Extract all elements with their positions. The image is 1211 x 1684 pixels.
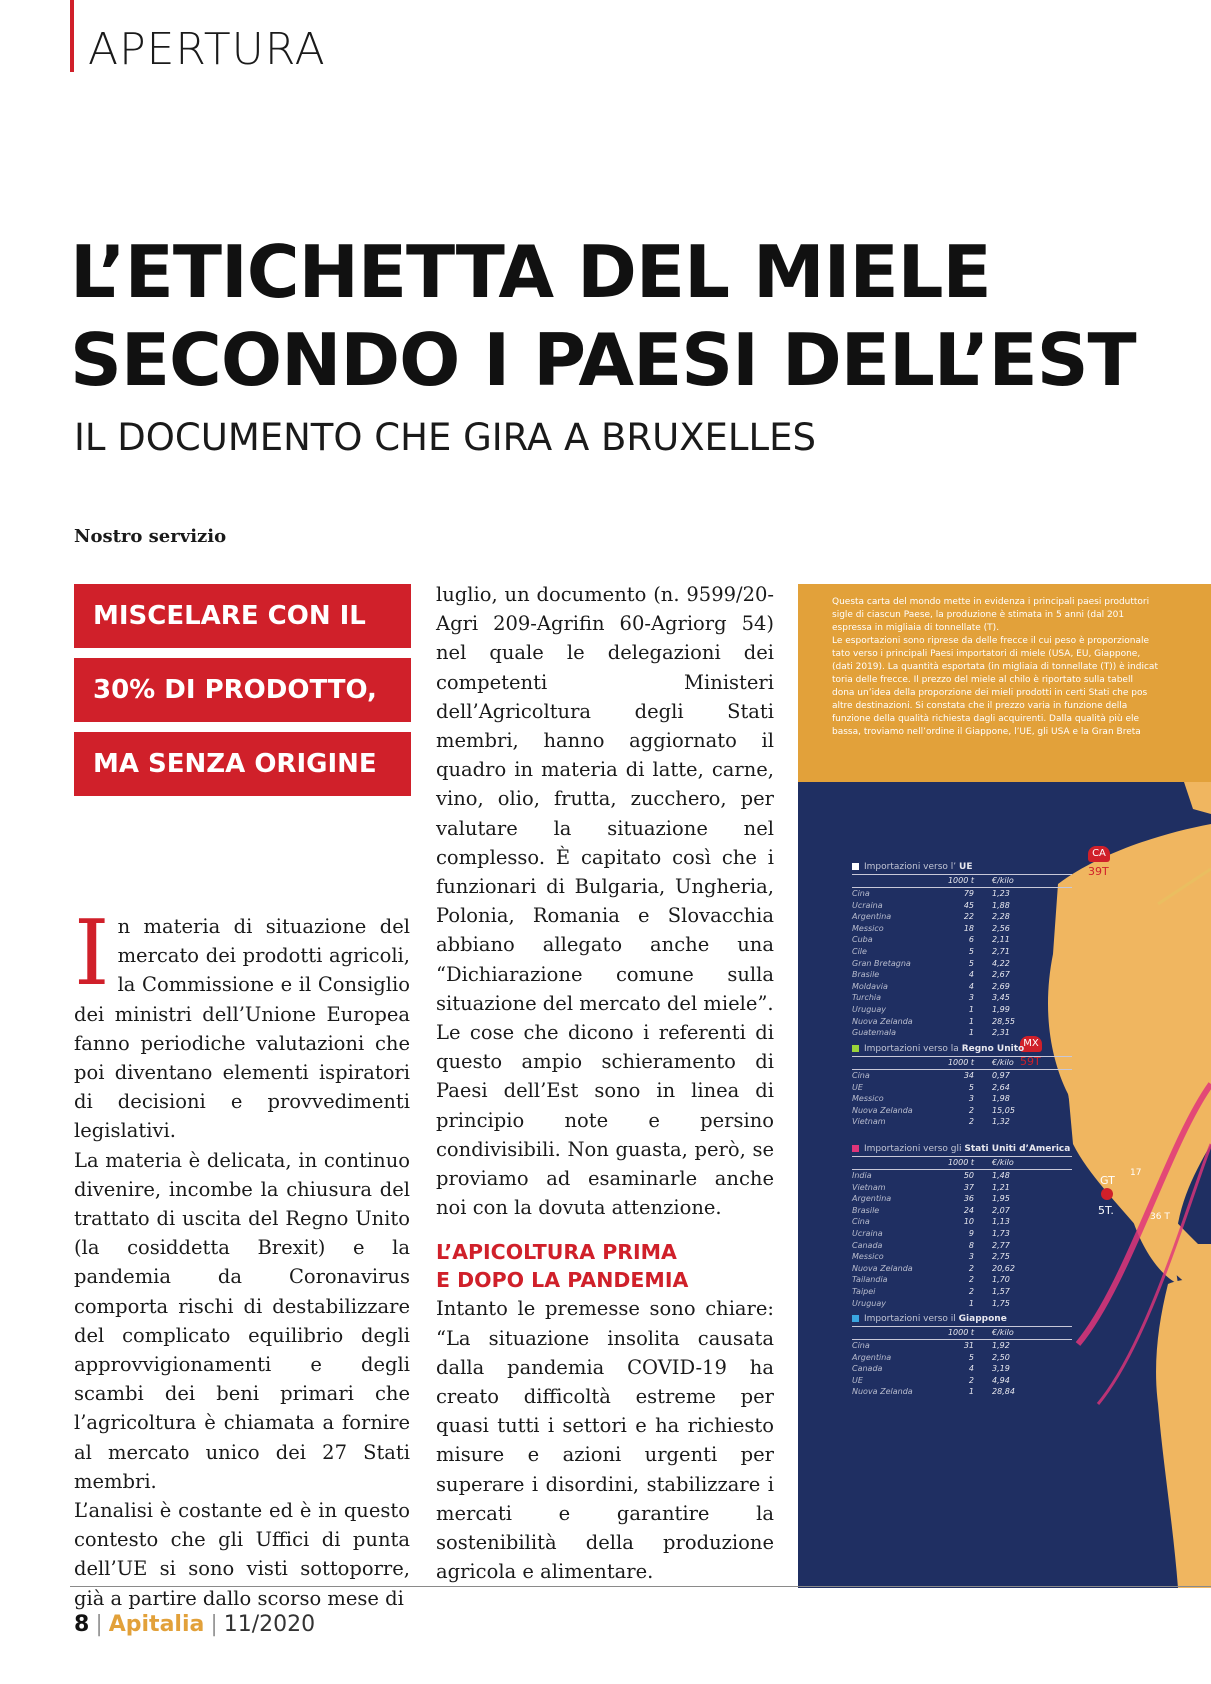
label-guatemala: GT [1100, 1174, 1115, 1187]
map-intro-text [832, 596, 1211, 739]
subtitle: IL DOCUMENTO CHE GIRA A BRUXELLES [74, 416, 817, 459]
table-row: Vietnam 2 1,32 [852, 1117, 1010, 1127]
pull-quote-line-2: 30% DI PRODOTTO, [74, 658, 411, 722]
map-intro-line: Questa carta del mondo mette in evidenza i principali paesi produttori [832, 597, 1150, 607]
table-row: Turchia 3 3,45 [852, 993, 1010, 1003]
table-title: Importazioni verso la Regno Unito [852, 1044, 1072, 1057]
table-row: UE 5 2,64 [852, 1082, 1010, 1092]
table-row: Brasile 4 2,67 [852, 970, 1010, 980]
legend-square-icon [852, 863, 859, 870]
page-footer [74, 1612, 315, 1637]
flow-label-1: 17 [1130, 1168, 1142, 1178]
table-row: Brasile 24 2,07 [852, 1205, 1010, 1215]
paragraph-1 [74, 901, 410, 1146]
legend-square-icon [852, 1045, 859, 1052]
label-mexico: MX [1020, 1036, 1042, 1052]
table-header: 1000 t €/kilo [852, 1157, 1072, 1170]
footer-separator: | [210, 1612, 218, 1637]
flow-label-2: 36 T [1150, 1212, 1170, 1222]
pull-quote [74, 584, 411, 806]
map-intro-line: (dati 2019). La quantità esportata (in migliaia di tonnellate (T)) è indicat [832, 662, 1158, 672]
table-row: Cuba 6 2,11 [852, 935, 1010, 945]
magazine-name: Apitalia [108, 1612, 205, 1637]
table-row: Canada 4 3,19 [852, 1364, 1010, 1374]
label-guatemala-value: 5T. [1098, 1204, 1114, 1217]
table-row: India 50 1,48 [852, 1171, 1010, 1180]
table-title: Importazioni verso il Giappone [852, 1314, 1072, 1327]
issue-date: 11/2020 [223, 1612, 316, 1637]
table-row: Cina 79 1,23 [852, 889, 1010, 898]
table-row: Taipei 2 1,57 [852, 1286, 1010, 1296]
footer-rule [70, 1586, 1211, 1587]
map-intro-line: funzione della qualità richiesta dagli acquirenti. Dalla qualità più ele [832, 714, 1140, 724]
map-intro-line: espressa in migliaia di tonnellate (T). [832, 623, 1000, 633]
table-imports-eu [852, 862, 1072, 1039]
table-imports-uk [852, 1044, 1072, 1128]
label-canada: CA [1088, 846, 1110, 862]
label-canada-value: 39T [1088, 865, 1109, 878]
subheading-line-1: L’APICOLTURA PRIMA [436, 1240, 677, 1265]
guatemala-marker [1101, 1188, 1113, 1200]
table-row: Argentina 5 2,50 [852, 1352, 1010, 1362]
table-row: Uruguay 1 1,75 [852, 1298, 1010, 1308]
table-row: Cina 34 0,97 [852, 1071, 1010, 1080]
table-row: Nuova Zelanda 2 20,62 [852, 1263, 1015, 1273]
paragraph-4: luglio, un documento (n. 9599/20-Agri 209-Agrifin 60-Agriorg 54) nel quale le delegazioni dei competenti Ministeri dell’Agricoltura degli Stati membri, hanno aggiornato il quadro in materia di latte, carne, vino, olio, frutta, zucchero, per valutare la situazione nel complesso. È capitato così che i funzionari di Bulgaria, Ungheria, Polonia, Romania e Slovacchia abbiano allegato anche una “Dichiarazione comune sulla situazione del mercato del miele”. [436, 583, 774, 1015]
table-row: Uruguay 1 1,99 [852, 1004, 1010, 1014]
table-row: Cina 10 1,13 [852, 1217, 1010, 1227]
headline-line-2: SECONDO I PAESI DELL’EST [70, 318, 1136, 402]
honey-trade-map [798, 584, 1211, 1588]
paragraph-2: La materia è delicata, in continuo divenire, incombe la chiusura del trattato di uscita del Regno Unito (la cosiddetta Brexit) e la pandemia da Coronavirus comporta rischi di destabilizzare del complicato equilibrio degli approvvigionamenti e degli scambi dei beni primari che l’agricoltura è chiamata a fornire al mercato unico dei 27 Stati membri. [74, 1148, 410, 1493]
article-column-1 [74, 901, 410, 1613]
south-america-landmass [1156, 1280, 1211, 1588]
headline-line-1: L’ETICHETTA DEL MIELE [70, 230, 991, 314]
table-row: Canada 8 2,77 [852, 1240, 1010, 1250]
paragraph-5: Le cose che dicono i referenti di questo ampio schieramento di Paesi dell’Est sono in linea di principio note e persino condivisibili. Non guasta, però, se proviamo ad esaminarle anche noi con la dovuta attenzione. [436, 1021, 774, 1220]
map-intro-line: bassa, troviamo nell’ordine il Giappone, l’UE, gli USA e la Gran Breta [832, 727, 1141, 737]
article-column-2 [436, 580, 774, 1587]
table-row: UE 2 4,94 [852, 1375, 1010, 1385]
table-row: Guatemala 1 2,31 [852, 1028, 1010, 1038]
label-mexico-value: 59T [1020, 1055, 1041, 1068]
page-number: 8 [74, 1612, 90, 1637]
legend-square-icon [852, 1145, 859, 1152]
table-imports-japan [852, 1314, 1072, 1398]
headline [70, 228, 1136, 404]
byline: Nostro servizio [74, 526, 227, 547]
table-row: Ucraina 45 1,88 [852, 900, 1010, 910]
table-header: 1000 t €/kilo [852, 1327, 1072, 1340]
map-intro-line: Le esportazioni sono riprese da delle frecce il cui peso è proporzionale [832, 636, 1149, 646]
subheading-line-2: E DOPO LA PANDEMIA [436, 1268, 689, 1293]
map-intro-panel [798, 584, 1211, 782]
table-row: Messico 3 2,75 [852, 1252, 1010, 1262]
paragraph-1-text: n materia di situazione del mercato dei prodotti agricoli, la Commissione e il Consiglio dei ministri dell’Unione Europea fanno periodiche valutazioni che poi diventano elementi ispiratori di decisioni e provvedimenti legislativi. [74, 915, 410, 1143]
map-intro-line: dona un’idea della proporzione dei mieli prodotti in certi Stati che pos [832, 688, 1148, 698]
table-row: Messico 3 1,98 [852, 1094, 1010, 1104]
pull-quote-line-3: MA SENZA ORIGINE [74, 732, 411, 796]
map-intro-line: sigle di ciascun Paese, la produzione è stimata in 5 anni (dal 201 [832, 610, 1125, 620]
table-row: Cina 31 1,92 [852, 1341, 1010, 1350]
table-row: Cile 5 2,71 [852, 946, 1010, 956]
map-intro-line: altre destinazioni. Si constata che il prezzo varia in funzione della [832, 701, 1128, 711]
table-row: Moldavia 4 2,69 [852, 981, 1010, 991]
section-marker [70, 0, 74, 72]
table-title: Importazioni verso l’ UE [852, 862, 1072, 875]
table-row: Argentina 22 2,28 [852, 912, 1010, 922]
table-title: Importazioni verso gli Stati Uniti d’America [852, 1144, 1072, 1157]
table-row: Nuova Zelanda 2 15,05 [852, 1105, 1015, 1115]
section-subheading [436, 1238, 774, 1294]
table-row: Tailandia 2 1,70 [852, 1275, 1010, 1285]
table-header: 1000 t €/kilo [852, 875, 1072, 888]
paragraph-6: Intanto le premesse sono chiare: “La situazione insolita causata dalla pandemia COVID-19 ha creato difficoltà estreme per quasi tutti i settori e ha richiesto misure e azioni urgenti per superare i disordini, stabilizzare i mercati e garantire la sostenibilità della produzione agricola e alimentare. [436, 1297, 774, 1584]
section-label: APERTURA [88, 24, 326, 75]
table-row: Ucraina 9 1,73 [852, 1228, 1010, 1238]
table-row: Nuova Zelanda 1 28,55 [852, 1016, 1015, 1026]
footer-separator: | [95, 1612, 103, 1637]
drop-cap: I [74, 901, 110, 1006]
table-row: Vietnam 37 1,21 [852, 1182, 1010, 1192]
legend-square-icon [852, 1315, 859, 1322]
pull-quote-line-1: MISCELARE CON IL [74, 584, 411, 648]
table-header: 1000 t €/kilo [852, 1057, 1072, 1070]
table-imports-usa [852, 1144, 1072, 1309]
table-row: Argentina 36 1,95 [852, 1194, 1010, 1204]
table-row: Nuova Zelanda 1 28,84 [852, 1387, 1015, 1397]
table-row: Messico 18 2,56 [852, 923, 1010, 933]
paragraph-3: L’analisi è costante ed è in questo contesto che gli Uffici di punta dell’UE si sono visti sottoporre, già a partire dallo scorso mese di [74, 1499, 410, 1610]
table-row: Gran Bretagna 5 4,22 [852, 958, 1010, 968]
map-intro-line: toria delle frecce. Il prezzo del miele al chilo è riportato sulla tabell [832, 675, 1133, 685]
map-intro-line: tato verso i principali Paesi importatori di miele (USA, EU, Giappone, [832, 649, 1141, 659]
